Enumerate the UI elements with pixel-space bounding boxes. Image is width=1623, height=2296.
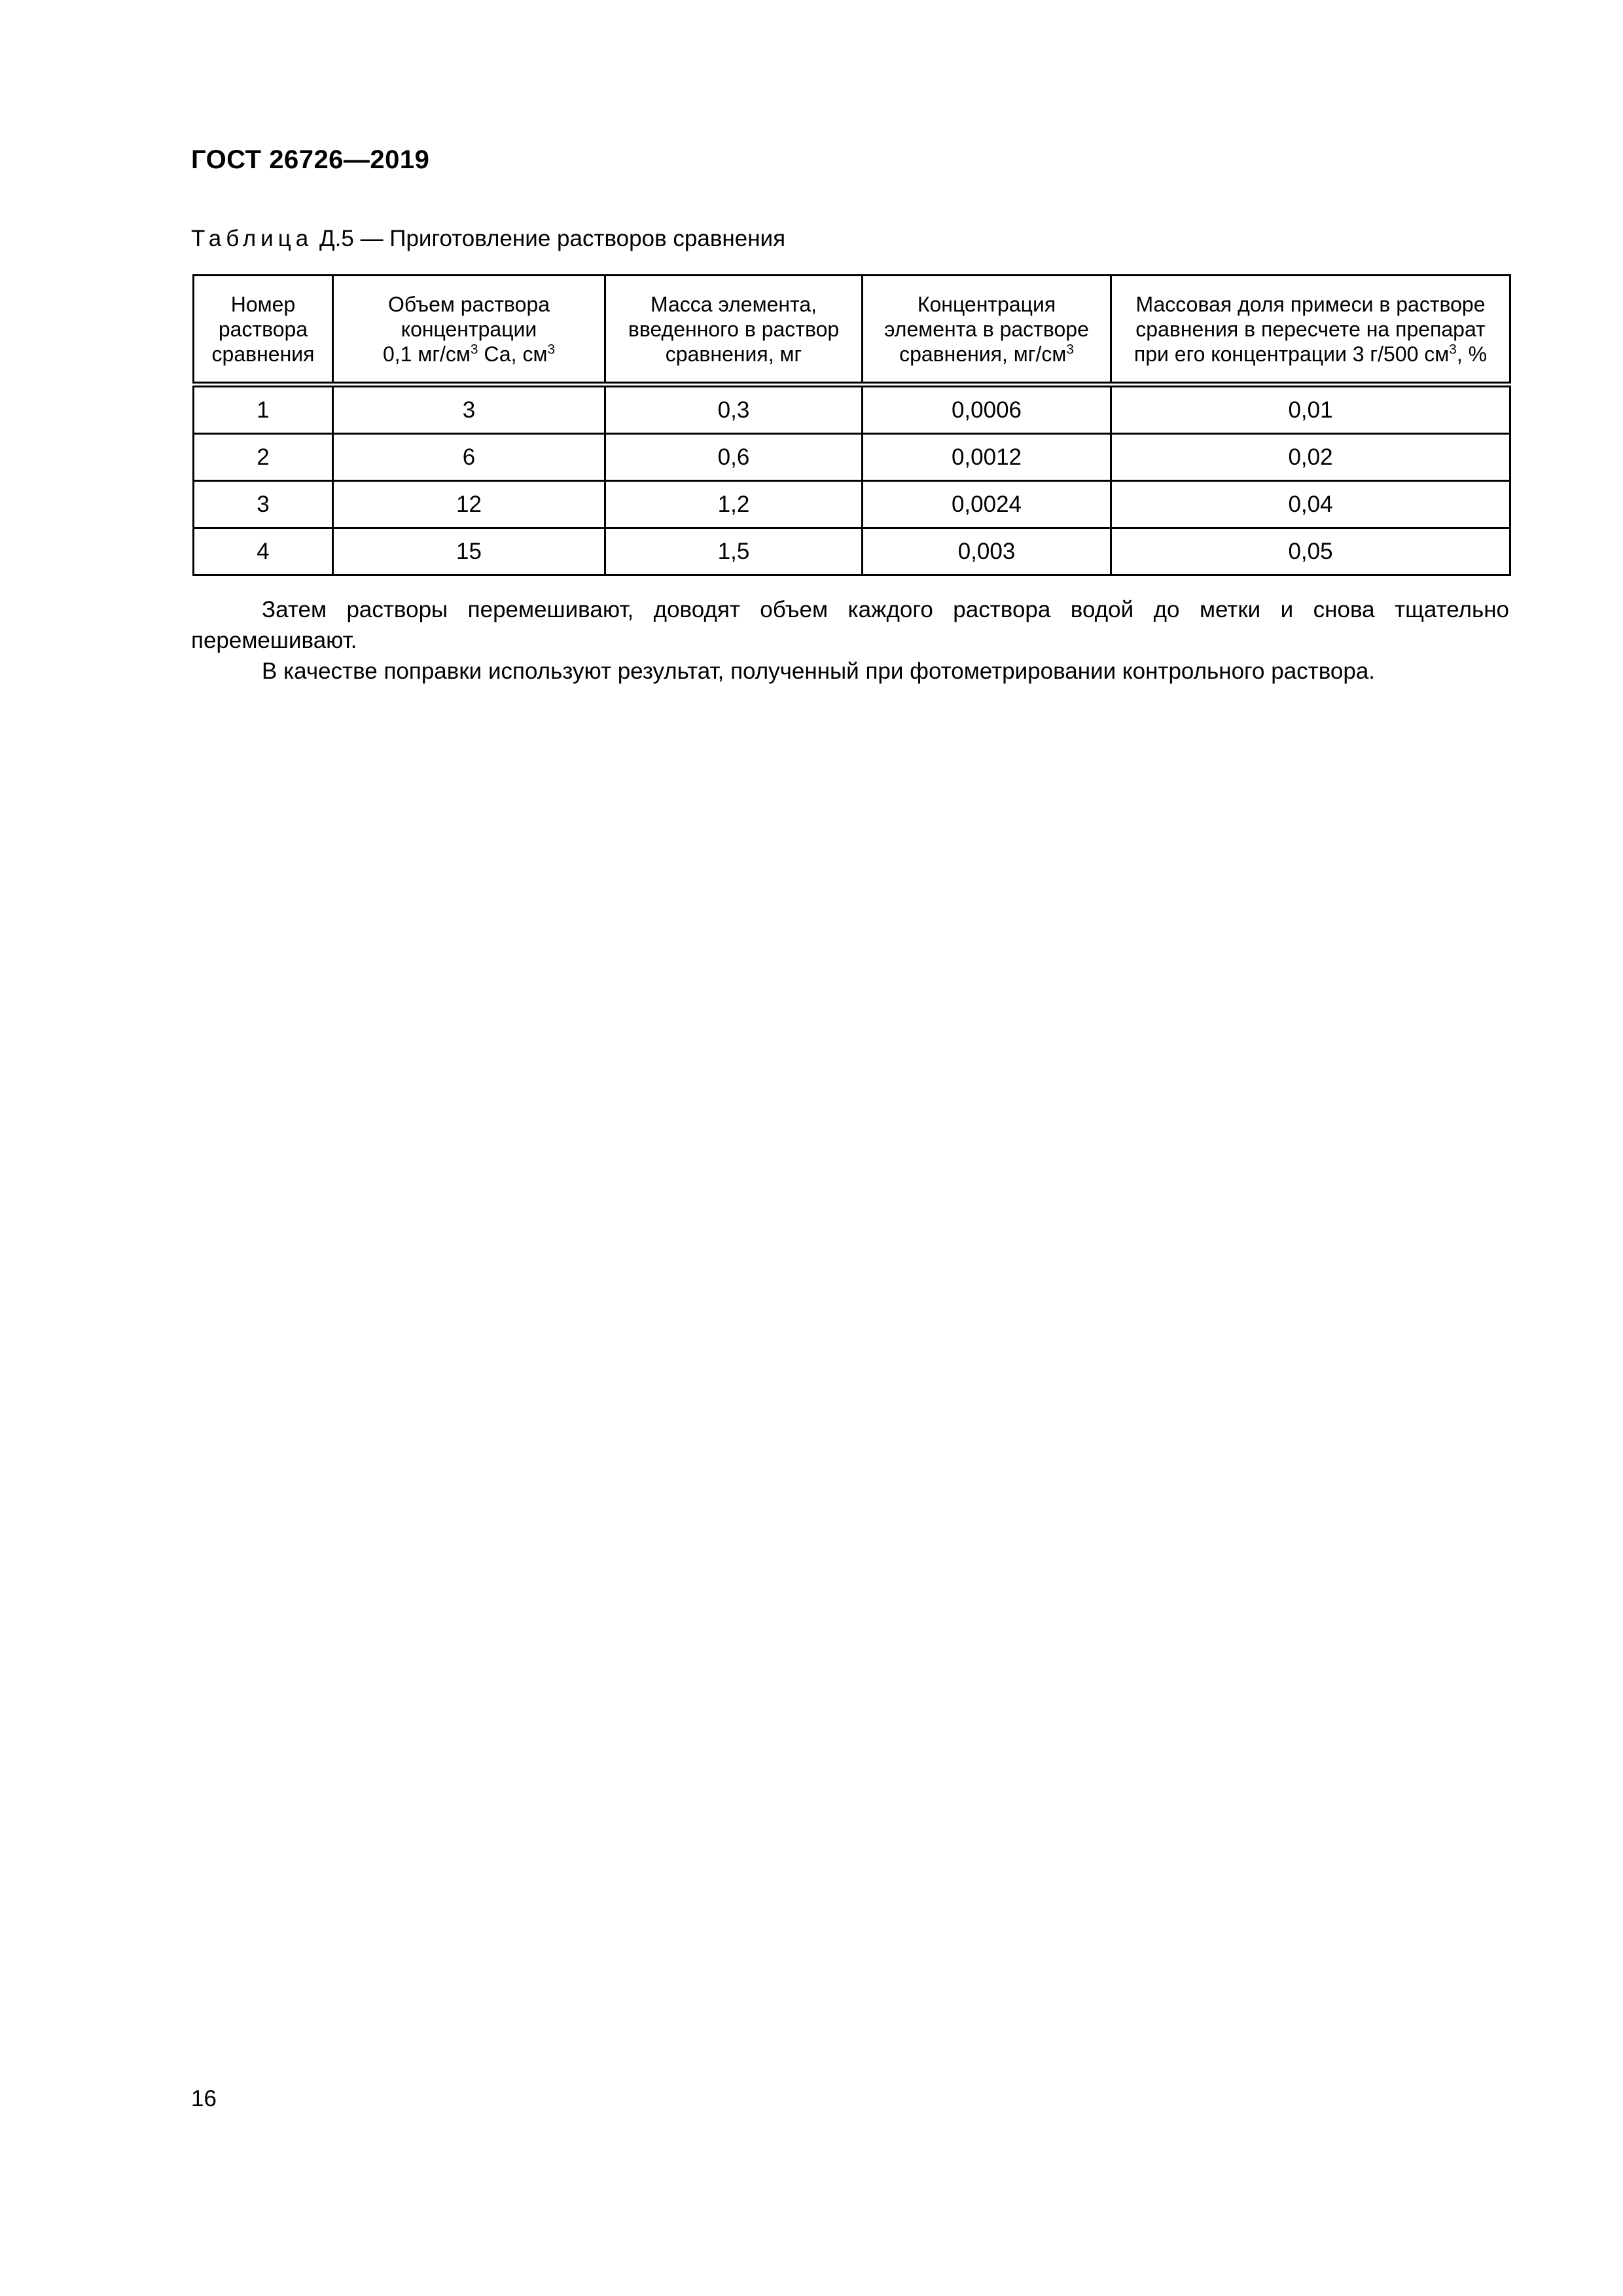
- preparation-table: [192, 274, 1511, 576]
- paragraph: Затем растворы перемешивают, доводят объем каждого раствора водой до метки и снова тщательно перемешивают.: [191, 597, 1509, 653]
- table-row: [194, 481, 1510, 528]
- cell-element-mass: 0,6: [605, 434, 863, 481]
- page-number: 16: [191, 2086, 217, 2111]
- cell-solution-volume: 15: [333, 528, 605, 575]
- cell-solution-volume: 12: [333, 481, 605, 528]
- cell-solution-volume: 6: [333, 434, 605, 481]
- cell-mass-fraction: 0,04: [1111, 481, 1510, 528]
- header-element-mass: Масса элемента, введенного в раствор сравнения, мг: [605, 276, 863, 385]
- cell-mass-fraction: 0,02: [1111, 434, 1510, 481]
- cell-element-mass: 0,3: [605, 385, 863, 434]
- cell-element-concentration: 0,0006: [863, 385, 1111, 434]
- cell-mass-fraction: 0,05: [1111, 528, 1510, 575]
- document-code: ГОСТ 26726—2019: [191, 145, 430, 174]
- cell-mass-fraction: 0,01: [1111, 385, 1510, 434]
- table-header-row: [194, 276, 1510, 385]
- table-row: [194, 434, 1510, 481]
- table-row: [194, 528, 1510, 575]
- cell-element-concentration: 0,0012: [863, 434, 1111, 481]
- cell-element-mass: 1,2: [605, 481, 863, 528]
- header-mass-fraction: Массовая доля примеси в растворе сравнения в пересчете на препарат при его концентрации 3 г/500 $см^3$, %: [1111, 276, 1510, 385]
- cell-solution-number: 3: [194, 481, 333, 528]
- table-caption: [191, 226, 785, 252]
- cell-solution-number: 4: [194, 528, 333, 575]
- header-element-concentration: Концентрация элемента в растворе сравнения, $мг/см^3$: [863, 276, 1111, 385]
- cell-element-mass: 1,5: [605, 528, 863, 575]
- cell-solution-volume: 3: [333, 385, 605, 434]
- table-caption-text: Д.5 — Приготовление растворов сравнения: [313, 226, 786, 251]
- cell-solution-number: 1: [194, 385, 333, 434]
- paragraph: В качестве поправки используют результат, полученный при фотометрировании контрольного раствора.: [262, 658, 1376, 684]
- header-solution-number: Номер раствора сравнения: [194, 276, 333, 385]
- cell-solution-number: 2: [194, 434, 333, 481]
- cell-element-concentration: 0,0024: [863, 481, 1111, 528]
- table-row: [194, 385, 1510, 434]
- body-text: [191, 594, 1509, 687]
- header-solution-volume: Объем раствора концентрации 0,1 $мг/см^3$ Са, $см^3$: [333, 276, 605, 385]
- cell-element-concentration: 0,003: [863, 528, 1111, 575]
- table-caption-prefix: Таблица: [191, 226, 313, 251]
